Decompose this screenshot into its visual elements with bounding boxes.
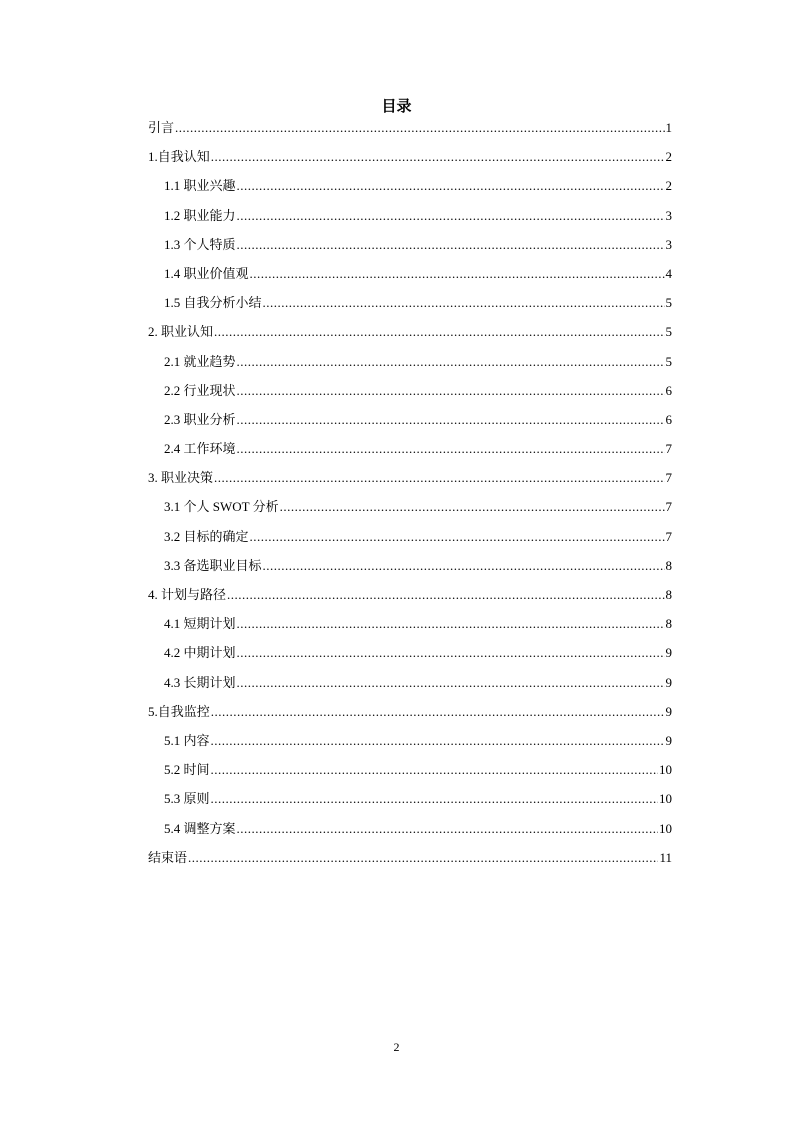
toc-entry-label: 2.1 就业趋势 bbox=[164, 353, 236, 369]
toc-entry-page-number: 7 bbox=[665, 499, 672, 515]
toc-entry[interactable] bbox=[148, 497, 672, 526]
toc-entry-page-number: 8 bbox=[665, 616, 672, 632]
toc-dot-leader bbox=[237, 176, 665, 196]
toc-entry-label: 结束语 bbox=[148, 849, 188, 865]
toc-entry[interactable] bbox=[148, 585, 672, 614]
toc-entry-page-number: 6 bbox=[665, 411, 672, 427]
toc-entry[interactable] bbox=[148, 673, 672, 702]
toc-dot-leader bbox=[211, 789, 658, 809]
toc-entry-label: 5.3 原则 bbox=[164, 791, 210, 807]
toc-entry[interactable] bbox=[148, 176, 672, 205]
toc-title: 目录 bbox=[381, 97, 412, 115]
toc-entry-label: 5.4 调整方案 bbox=[164, 820, 236, 836]
toc-entry-label: 3.2 目标的确定 bbox=[164, 528, 249, 544]
toc-entry-page-number: 10 bbox=[659, 820, 672, 836]
toc-entry-page-number: 3 bbox=[665, 236, 672, 252]
toc-dot-leader bbox=[211, 731, 665, 751]
toc-entry-page-number: 9 bbox=[665, 732, 672, 748]
toc-entry-page-number: 10 bbox=[659, 791, 672, 807]
toc-entry[interactable] bbox=[148, 293, 672, 322]
toc-entry-page-number: 6 bbox=[665, 382, 672, 398]
toc-entry[interactable] bbox=[148, 848, 672, 877]
toc-dot-leader bbox=[237, 819, 658, 839]
toc-entry[interactable] bbox=[148, 643, 672, 672]
toc-entry[interactable] bbox=[148, 352, 672, 381]
toc-entry[interactable] bbox=[148, 381, 672, 410]
toc-dot-leader bbox=[237, 614, 665, 634]
toc-dot-leader bbox=[211, 702, 665, 722]
toc-dot-leader bbox=[237, 235, 665, 255]
toc-entry-page-number: 10 bbox=[659, 762, 672, 778]
toc-entry[interactable] bbox=[148, 614, 672, 643]
toc-dot-leader bbox=[211, 760, 658, 780]
toc-dot-leader bbox=[250, 527, 665, 547]
toc-entry-label: 引言 bbox=[148, 120, 175, 135]
toc-dot-leader bbox=[188, 848, 658, 868]
toc-entry[interactable] bbox=[148, 147, 672, 176]
toc-entry-page-number: 3 bbox=[665, 207, 672, 223]
toc-entry-label: 4. 计划与路径 bbox=[148, 587, 227, 602]
toc-dot-leader bbox=[211, 147, 665, 167]
toc-entry-label: 1.4 职业价值观 bbox=[164, 265, 249, 281]
toc-entry-label: 1.5 自我分析小结 bbox=[164, 295, 262, 311]
toc-entry-label: 2. 职业认知 bbox=[148, 324, 214, 340]
toc-entry-label: 4.2 中期计划 bbox=[164, 645, 236, 661]
toc-entry-label: 1.2 职业能力 bbox=[164, 207, 236, 223]
toc-entry-page-number: 2 bbox=[665, 149, 672, 165]
toc-entry-page-number: 2 bbox=[665, 178, 672, 194]
toc-entry[interactable] bbox=[148, 118, 672, 147]
toc-dot-leader bbox=[214, 468, 664, 488]
toc-entry[interactable] bbox=[148, 439, 672, 468]
toc-entry[interactable] bbox=[148, 731, 672, 760]
toc-dot-leader bbox=[237, 352, 665, 372]
toc-entry-label: 3.1 个人 SWOT 分析 bbox=[164, 499, 279, 515]
toc-entry-page-number: 9 bbox=[665, 703, 672, 719]
toc-entry[interactable] bbox=[148, 206, 672, 235]
toc-dot-leader bbox=[250, 264, 665, 284]
toc-dot-leader bbox=[280, 497, 665, 517]
toc-entry-label: 4.1 短期计划 bbox=[164, 616, 236, 632]
toc-entry-page-number: 8 bbox=[665, 557, 672, 573]
toc-entry-label: 2.3 职业分析 bbox=[164, 411, 236, 427]
toc-entry[interactable] bbox=[148, 789, 672, 818]
toc-entry-label: 3. 职业决策 bbox=[148, 470, 214, 486]
toc-entry[interactable] bbox=[148, 468, 672, 497]
page-number: 2 bbox=[393, 1040, 400, 1054]
toc-entry[interactable] bbox=[148, 322, 672, 351]
toc-entry[interactable] bbox=[148, 819, 672, 848]
toc-dot-leader bbox=[237, 439, 665, 459]
toc-dot-leader bbox=[227, 585, 664, 605]
toc-entry-page-number: 5 bbox=[665, 295, 672, 311]
toc-entry[interactable] bbox=[148, 527, 672, 556]
toc-dot-leader bbox=[237, 381, 665, 401]
toc-dot-leader bbox=[175, 118, 664, 138]
toc-entry-page-number: 5 bbox=[665, 353, 672, 369]
toc-entry[interactable] bbox=[148, 702, 672, 731]
toc-entry-page-number: 7 bbox=[665, 470, 672, 486]
toc-dot-leader bbox=[237, 206, 665, 226]
toc-dot-leader bbox=[214, 322, 664, 342]
toc-entry-page-number: 9 bbox=[665, 645, 672, 661]
toc-entry-label: 3.3 备选职业目标 bbox=[164, 557, 262, 573]
toc-entry-label: 4.3 长期计划 bbox=[164, 674, 236, 690]
toc-entry-page-number: 8 bbox=[665, 587, 672, 602]
toc-entry[interactable] bbox=[148, 760, 672, 789]
toc-dot-leader bbox=[237, 643, 665, 663]
toc-entry-page-number: 9 bbox=[665, 674, 672, 690]
toc-entry-label: 5.2 时间 bbox=[164, 762, 210, 778]
toc-entry[interactable] bbox=[148, 235, 672, 264]
toc-entry-label: 5.1 内容 bbox=[164, 732, 210, 748]
toc-entry[interactable] bbox=[148, 264, 672, 293]
toc-entry-page-number: 11 bbox=[659, 849, 672, 865]
toc-entry-page-number: 1 bbox=[665, 120, 672, 135]
toc-dot-leader bbox=[237, 673, 665, 693]
toc-entry-label: 5.自我监控 bbox=[148, 703, 210, 719]
toc-entry-label: 2.4 工作环境 bbox=[164, 441, 236, 457]
toc-dot-leader bbox=[263, 293, 665, 313]
toc-entry-page-number: 7 bbox=[665, 528, 672, 544]
toc-dot-leader bbox=[263, 556, 665, 576]
toc-dot-leader bbox=[237, 410, 665, 430]
toc-entry-label: 2.2 行业现状 bbox=[164, 382, 236, 398]
toc-entry[interactable] bbox=[148, 410, 672, 439]
toc-entry[interactable] bbox=[148, 556, 672, 585]
table-of-contents bbox=[148, 118, 672, 877]
toc-entry-page-number: 4 bbox=[665, 265, 672, 281]
toc-entry-label: 1.3 个人特质 bbox=[164, 236, 236, 252]
toc-entry-label: 1.自我认知 bbox=[148, 149, 210, 165]
toc-entry-page-number: 5 bbox=[665, 324, 672, 340]
toc-entry-label: 1.1 职业兴趣 bbox=[164, 178, 236, 194]
toc-entry-page-number: 7 bbox=[665, 441, 672, 457]
